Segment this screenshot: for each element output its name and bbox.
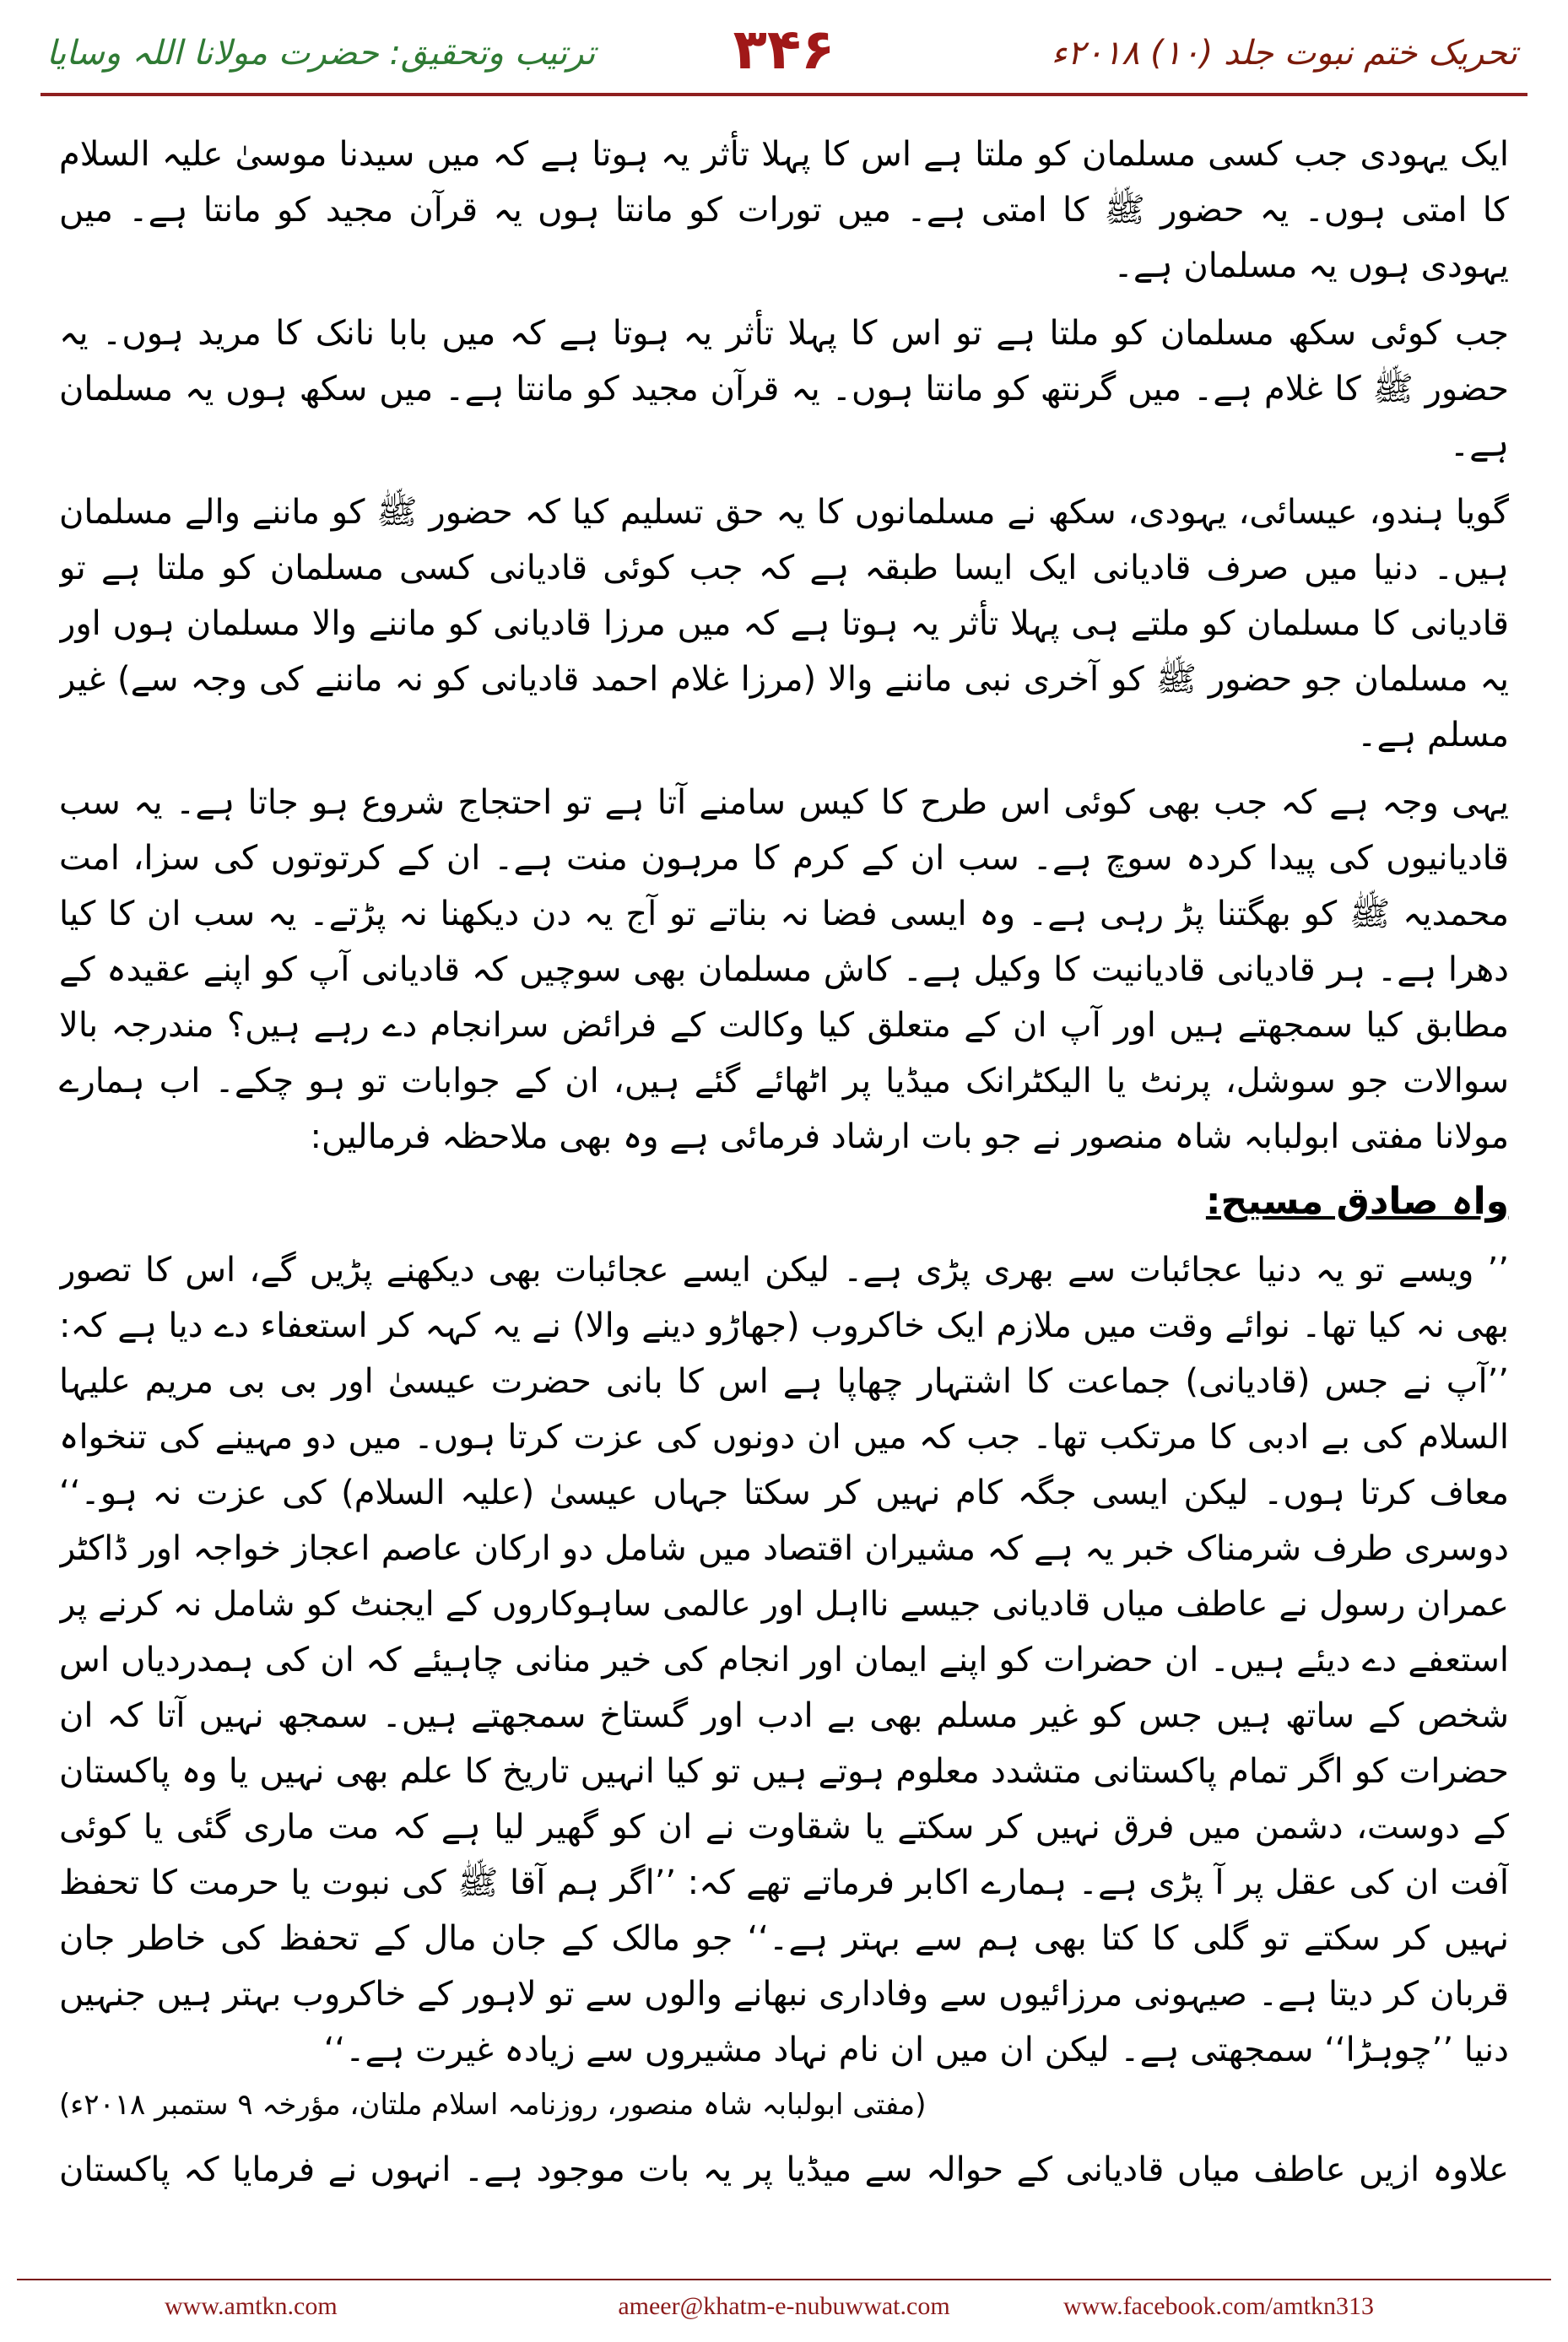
- paragraph: گویا ہندو، عیسائی، یہودی، سکھ نے مسلمانوں کا یہ حق تسلیم کیا کہ حضور ﷺ کو ماننے والے مسلمان ہیں۔ دنیا میں صرف قادیانی ایک ایسا طبقہ ہے کہ جب کوئی قادیانی کسی مسلمان کو ملتا ہے تو قادیانی کا مسلمان کو ملتے ہی پہلا تأثر یہ ہوتا ہے کہ میں مرزا قادیانی کو ماننے والا مسلمان ہوں اور یہ مسلمان جو حضور ﷺ کو آخری نبی ماننے والا (مرزا غلام احمد قادیانی کو نہ ماننے کی وجہ سے) غیر مسلم ہے۔: [59, 493, 1509, 755]
- website-link[interactable]: www.amtkn.com: [165, 2292, 338, 2320]
- paragraph: یہی وجہ ہے کہ جب بھی کوئی اس طرح کا کیس سامنے آتا ہے تو احتجاج شروع ہو جاتا ہے۔ یہ سب قادیانیوں کی پیدا کردہ سوچ ہے۔ سب ان کے کرم کا مرہون منت ہے۔ ان کے کرتوتوں کی سزا، امت محمدیہ ﷺ کو بھگتنا پڑ رہی ہے۔ وہ ایسی فضا نہ بناتے تو آج یہ دن دیکھنا نہ پڑتے۔ یہ سب ان کا کیا دھرا ہے۔ ہر قادیانی قادیانیت کا وکیل ہے۔ کاش مسلمان بھی سوچیں کہ قادیانی آپ کو اپنے عقیدہ کے مطابق کیا سمجھتے ہیں اور آپ ان کے متعلق کیا وکالت کے فرائض سرانجام دے رہے ہیں؟ مندرجہ بالا سوالات جو سوشل، پرنٹ یا الیکٹرانک میڈیا پر اٹھائے گئے ہیں، ان کے جوابات تو ہو چکے۔ اب ہمارے مولانا مفتی ابولبابہ شاہ منصور نے جو بات ارشاد فرمائی ہے وہ بھی ملاحظہ فرمالیں:: [59, 783, 1509, 1156]
- section-heading: [59, 1176, 1509, 1227]
- page-footer: [0, 2287, 1568, 2329]
- paragraph: ایک یہودی جب کسی مسلمان کو ملتا ہے اس کا پہلا تأثر یہ ہوتا ہے کہ میں سیدنا موسیٰ علیہ السلام کا امتی ہوں۔ یہ حضور ﷺ کا امتی ہے۔ میں تورات کو مانتا ہوں یہ قرآن مجید کو مانتا ہے۔ میں یہودی ہوں یہ مسلمان ہے۔: [59, 135, 1509, 285]
- quoted-passage: ’’ ویسے تو یہ دنیا عجائبات سے بھری پڑی ہے۔ لیکن ایسے عجائبات بھی دیکھنے پڑیں گے، اس کا تصور بھی نہ کیا تھا۔ نوائے وقت میں ملازم ایک خاکروب (جھاڑو دینے والا) نے یہ کہہ کر استعفاء دے دیا ہے کہ: ’’آپ نے جس (قادیانی) جماعت کا اشتہار چھاپا ہے اس کا بانی حضرت عیسیٰ اور بی بی مریم علیہا السلام کی بے ادبی کا مرتکب تھا۔ جب کہ میں ان دونوں کی عزت کرتا ہوں۔ میں دو مہینے کی تنخواہ معاف کرتا ہوں۔ لیکن ایسی جگہ کام نہیں کر سکتا جہاں عیسیٰ (علیہ السلام) کی عزت نہ ہو۔‘‘ دوسری طرف شرمناک خبر یہ ہے کہ مشیران اقتصاد میں شامل دو ارکان عاصم اعجاز خواجہ اور ڈاکٹر عمران رسول نے عاطف میاں قادیانی جیسے نااہل اور عالمی ساہوکاروں کے ایجنٹ کو شامل نہ کرنے پر استعفے دے دیئے ہیں۔ ان حضرات کو اپنے ایمان اور انجام کی خیر منانی چاہیئے کہ ان کی ہمدردیاں اس شخص کے ساتھ ہیں جس کو غیر مسلم بھی بے ادب اور گستاخ سمجھتے ہیں۔ سمجھ نہیں آتا کہ ان حضرات کو اگر تمام پاکستانی متشدد معلوم ہوتے ہیں تو کیا انہیں تاریخ کا علم بھی نہیں یا وہ پاکستان کے دوست، دشمن میں فرق نہیں کر سکتے یا شقاوت نے ان کو گھیر لیا ہے کہ مت ماری گئی یا کوئی آفت ان کی عقل پر آ پڑی ہے۔ ہمارے اکابر فرماتے تھے کہ: ’’اگر ہم آقا ﷺ کی نبوت یا حرمت کا تحفظ نہیں کر سکتے تو گلی کا کتا بھی ہم سے بہتر ہے۔‘‘ جو مالک کے جان مال کے تحفظ کی خاطر جان قربان کر دیتا ہے۔ صیہونی مرزائیوں سے وفاداری نبھانے والوں سے تو لاہور کے خاکروب بہتر ہیں جنہیں دنیا ’’چوہڑا‘‘ سمجھتی ہے۔ لیکن ان میں ان نام نہاد مشیروں سے زیادہ غیرت ہے۔‘‘: [59, 1251, 1509, 2069]
- facebook-link[interactable]: www.facebook.com/amtkn313: [1063, 2292, 1374, 2320]
- header-rule: [41, 93, 1527, 96]
- quote-citation: (مفتی ابولبابہ شاہ منصور، روزنامہ اسلام ملتان، مؤرخہ ۹ ستمبر ۲۰۱۸ء): [59, 2088, 927, 2122]
- page-body: [59, 127, 1509, 2203]
- compiler-credit: ترتیب وتحقیق: حضرت مولانا اللہ وسایا: [46, 34, 596, 73]
- page-header: [0, 0, 1568, 93]
- section-heading-text: واہ صادق مسیح:: [1205, 1180, 1509, 1223]
- page-number: ۳۴۶: [733, 17, 835, 82]
- paragraph: علاوہ ازیں عاطف میاں قادیانی کے حوالہ سے میڈیا پر یہ بات موجود ہے۔ انہوں نے فرمایا کہ پاکستان: [59, 2150, 1509, 2189]
- paragraph: جب کوئی سکھ مسلمان کو ملتا ہے تو اس کا پہلا تأثر یہ ہوتا ہے کہ میں بابا نانک کا مرید ہوں۔ یہ حضور ﷺ کا غلام ہے۔ میں گرنتھ کو مانتا ہوں۔ یہ قرآن مجید کو مانتا ہے۔ میں سکھ ہوں یہ مسلمان ہے۔: [59, 314, 1509, 464]
- footer-rule: [17, 2279, 1551, 2280]
- email-link[interactable]: ameer@khatm-e-nubuwwat.com: [618, 2292, 950, 2320]
- journal-title: تحریک ختم نبوت جلد (۱۰) ۲۰۱۸ء: [1051, 34, 1517, 73]
